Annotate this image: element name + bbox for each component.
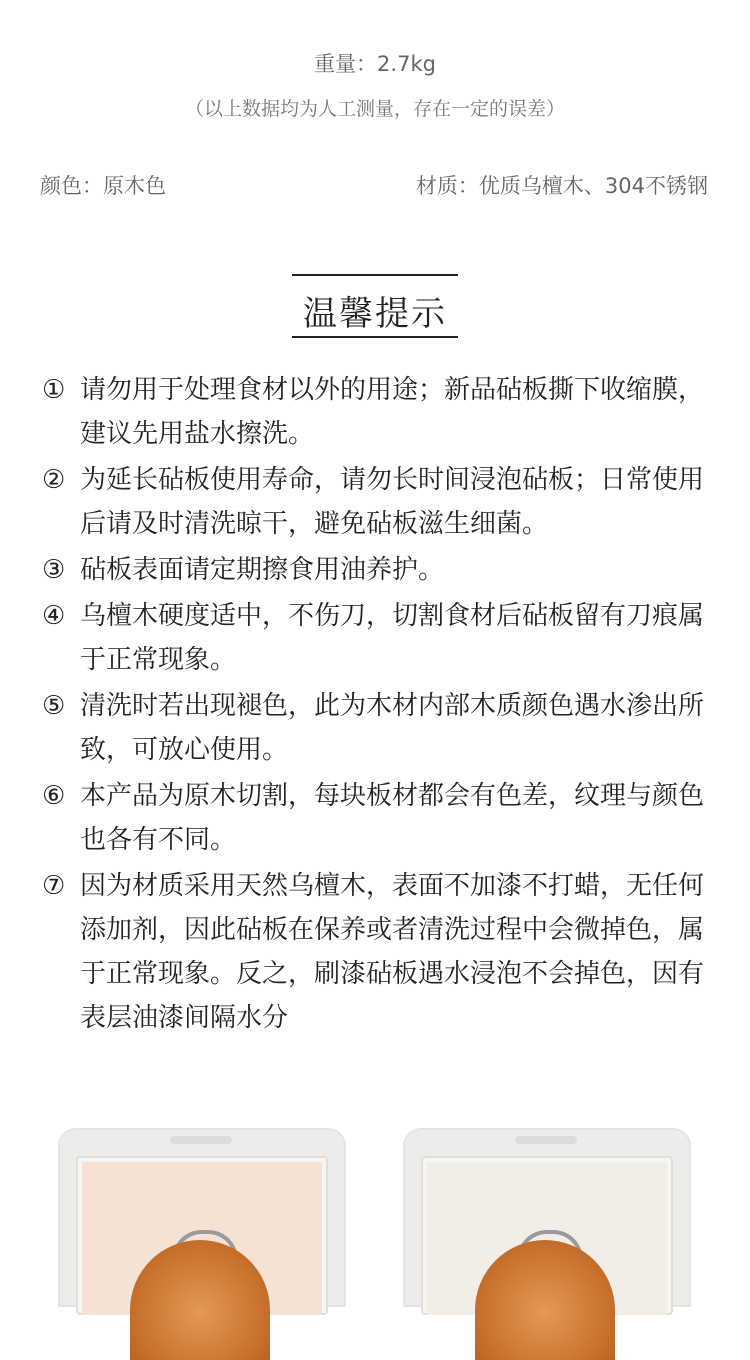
tip-item: [42, 594, 722, 682]
tip-number: ⑥: [42, 781, 66, 811]
tip-item: [42, 548, 722, 592]
container-slot: [170, 1136, 232, 1144]
tip-number: ⑦: [42, 871, 66, 901]
tip-item: [42, 864, 722, 1040]
tips-list: [42, 368, 722, 1042]
tip-number: ④: [42, 601, 66, 631]
tip-text: 因为材质采用天然乌檀木，表面不加漆不打蜡，无任何添加剂，因此砧板在保养或者清洗过程中会微掉色，属于正常现象。反之，刷漆砧板遇水浸泡不会掉色，因有表层油漆间隔水分: [80, 871, 705, 1033]
product-photo-left: [58, 1128, 346, 1307]
tip-item: [42, 684, 722, 772]
measurement-note: （以上数据均为人工测量，存在一定的误差）: [184, 98, 565, 120]
tip-text: 请勿用于处理食材以外的用途；新品砧板撕下收缩膜，建议先用盐水擦洗。: [80, 375, 705, 449]
tip-number: ②: [42, 465, 66, 495]
tip-text: 清洗时若出现褪色，此为木材内部木质颜色遇水渗出所致，可放心使用。: [80, 691, 705, 765]
tip-item: [42, 368, 722, 456]
tip-item: [42, 458, 722, 546]
product-photo-right: [403, 1128, 691, 1307]
container-slot: [515, 1136, 577, 1144]
tip-text: 乌檀木硬度适中，不伤刀，切割食材后砧板留有刀痕属于正常现象。: [80, 601, 705, 675]
tip-item: [42, 774, 722, 862]
tip-text: 本产品为原木切割，每块板材都会有色差，纹理与颜色也各有不同。: [80, 781, 705, 855]
tip-number: ③: [42, 555, 66, 585]
weight-text: 重量：2.7kg: [314, 52, 436, 76]
color-spec: 颜色：原木色: [40, 174, 166, 198]
tips-title-box: [292, 274, 458, 338]
material-spec: 材质：优质乌檀木、304不锈钢: [415, 174, 708, 198]
tip-number: ①: [42, 375, 66, 405]
tip-text: 砧板表面请定期擦食用油养护。: [80, 555, 445, 585]
tip-text: 为延长砧板使用寿命，请勿长时间浸泡砧板；日常使用后请及时清洗晾干，避免砧板滋生细菌。: [80, 465, 705, 539]
tips-title: 温馨提示: [303, 294, 447, 334]
tip-number: ⑤: [42, 691, 66, 721]
